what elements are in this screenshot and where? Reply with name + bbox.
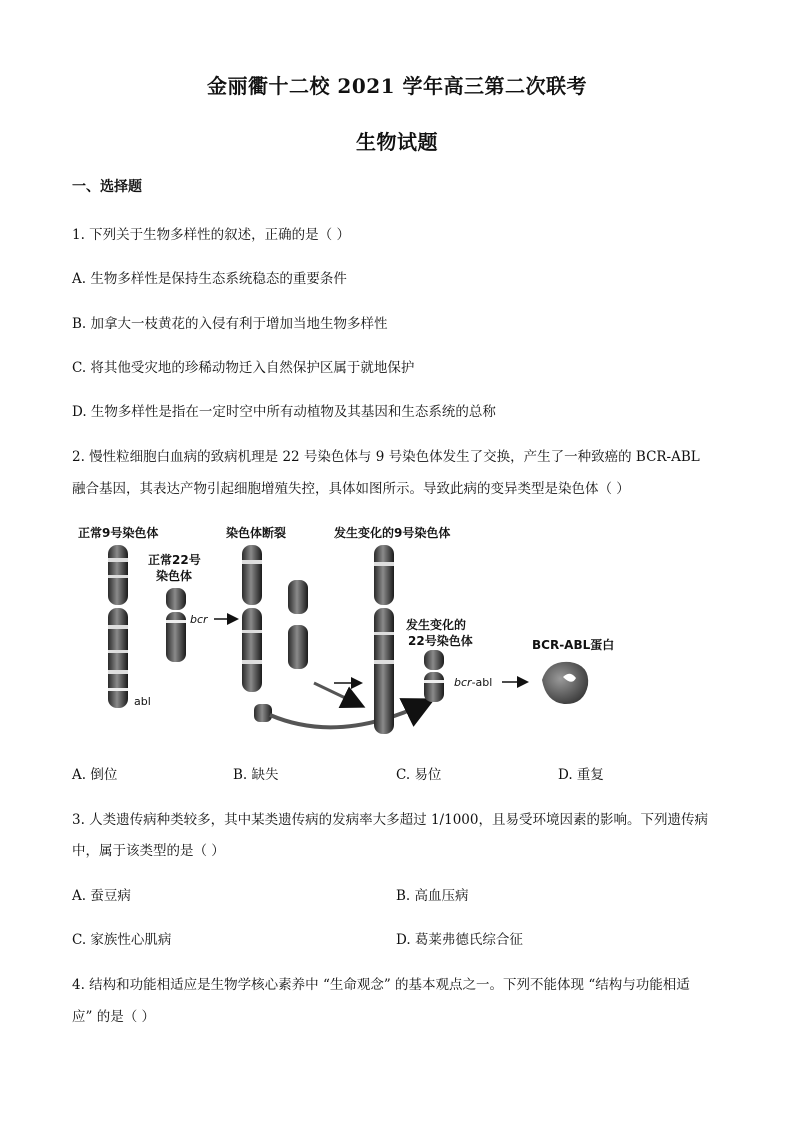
label-changed-22-l1: 发生变化的: [406, 618, 467, 632]
gene-bcr: bcr: [190, 613, 208, 626]
section-heading: 一、选择题: [72, 179, 142, 195]
question-1-option-c: C. 将其他受灾地的珍稀动物迁入自然保护区属于就地保护: [72, 360, 415, 376]
label-break: 染色体断裂: [226, 526, 287, 540]
label-normal-22-l1: 正常22号: [148, 553, 201, 567]
label-normal-9: 正常9号染色体: [78, 526, 159, 540]
gene-abl: abl: [134, 695, 151, 708]
gene-fusion-bcr: bcr-abl: [454, 676, 493, 689]
question-2-option-c: C. 易位: [396, 767, 442, 783]
question-2-option-a: A. 倒位: [72, 767, 118, 783]
question-4-stem-line-1: 4. 结构和功能相适应是生物学核心素养中 “生命观念” 的基本观点之一。下列不能体现 “结构与功能相适: [72, 977, 690, 993]
question-3-stem-line-1: 3. 人类遗传病种类较多，其中某类遗传病的发病率大多超过 1/1000，且易受环境因素的影响。下列遗传病: [72, 812, 708, 828]
question-3-stem-line-2: 中，属于该类型的是（ ）: [72, 843, 225, 859]
exam-title: 金丽衢十二校 2021 学年高三第二次联考: [206, 74, 588, 98]
changed-chromosome-9: [374, 545, 394, 734]
question-4-stem-line-2: 应” 的是（ ）: [72, 1009, 155, 1025]
question-3-option-c: C. 家族性心肌病: [72, 932, 172, 948]
question-2-option-d: D. 重复: [558, 767, 604, 783]
broken-chromosome-22: [288, 580, 308, 669]
normal-chromosome-22: [166, 588, 186, 662]
question-3-option-b: B. 高血压病: [396, 888, 469, 904]
exam-subject: 生物试题: [356, 130, 438, 154]
label-protein: BCR-ABL蛋白: [532, 638, 615, 652]
label-changed-9: 发生变化的9号染色体: [334, 526, 451, 540]
question-3-option-d: D. 葛莱弗德氏综合征: [396, 932, 523, 948]
normal-chromosome-9: [108, 545, 128, 708]
changed-chromosome-22: [424, 650, 444, 702]
chromosome-translocation-figure: [70, 520, 670, 750]
question-1-option-d: D. 生物多样性是指在一定时空中所有动植物及其基因和生态系统的总称: [72, 404, 496, 420]
broken-chromosome-9: [242, 545, 272, 722]
question-2-stem-line-2: 融合基因，其表达产物引起细胞增殖失控，具体如图所示。导致此病的变异类型是染色体（ ）: [72, 481, 630, 497]
label-changed-22-l2: 22号染色体: [408, 634, 473, 648]
question-1-option-a: A. 生物多样性是保持生态系统稳态的重要条件: [72, 271, 347, 287]
question-1-stem: 1. 下列关于生物多样性的叙述，正确的是（ ）: [72, 227, 350, 243]
bcr-abl-protein-shape: [542, 662, 588, 704]
question-2-stem-line-1: 2. 慢性粒细胞白血病的致病机理是 22 号染色体与 9 号染色体发生了交换，产生了一种致癌的 BCR-ABL: [72, 449, 700, 465]
question-2-option-b: B. 缺失: [233, 767, 279, 783]
question-1-option-b: B. 加拿大一枝黄花的入侵有利于增加当地生物多样性: [72, 316, 388, 332]
question-3-option-a: A. 蚕豆病: [72, 888, 131, 904]
label-normal-22-l2: 染色体: [156, 569, 193, 583]
